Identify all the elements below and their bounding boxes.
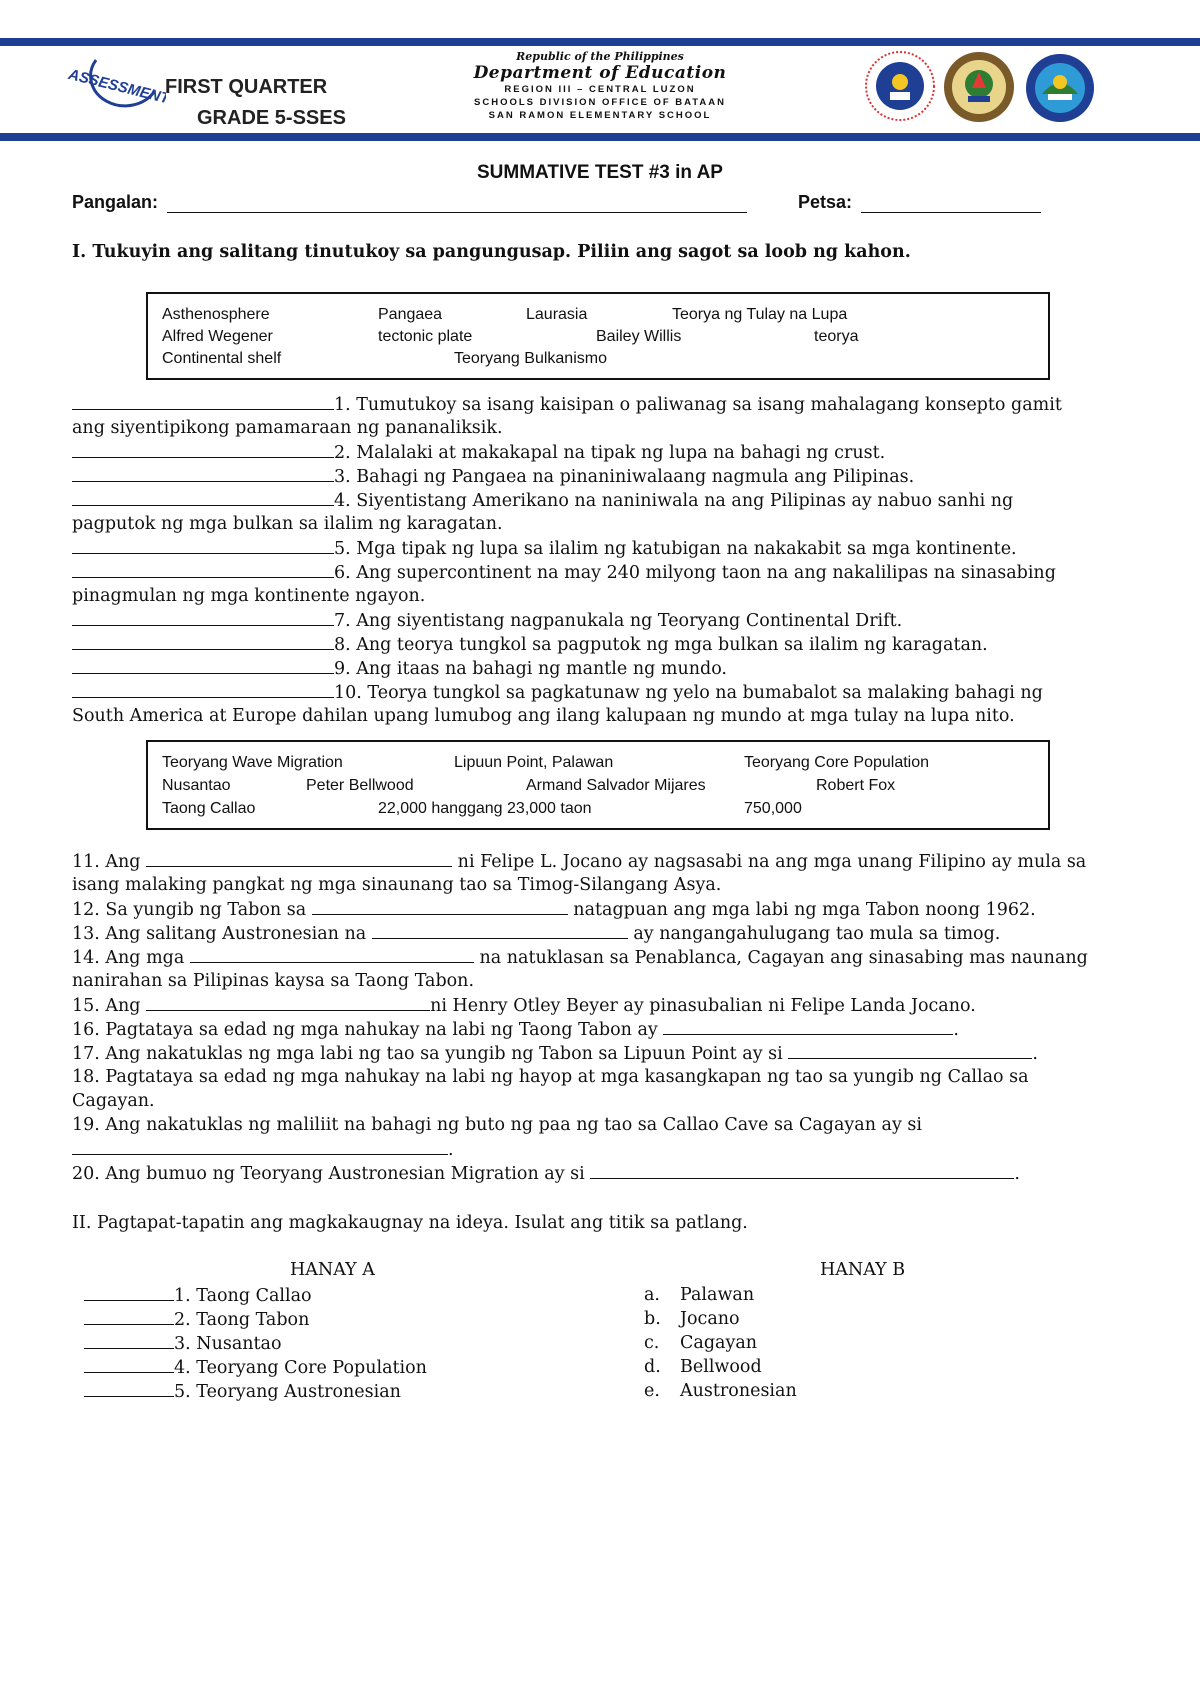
part1-instruction: I. Tukuyin ang salitang tinutukoy sa pangungusap. Piliin ang sagot sa loob ng kahon. bbox=[72, 242, 911, 262]
word-bank-item: teorya bbox=[814, 328, 859, 345]
division-seal-icon bbox=[942, 50, 1016, 124]
assessment-logo bbox=[66, 52, 166, 116]
column-a-item: 4. Teoryang Core Population bbox=[84, 1356, 427, 1380]
answer-blank[interactable] bbox=[72, 1138, 448, 1155]
question-9: 9. Ang itaas na bahagi ng mantle ng mundo. bbox=[72, 657, 727, 681]
word-bank-item: 22,000 hanggang 23,000 taon bbox=[378, 800, 592, 817]
word-bank-item: Bailey Willis bbox=[596, 328, 682, 345]
column-b-item: Austronesian bbox=[680, 1381, 797, 1401]
answer-blank[interactable] bbox=[72, 633, 334, 650]
answer-blank[interactable] bbox=[663, 1018, 953, 1035]
department-text: Department of Education bbox=[473, 63, 727, 83]
answer-blank[interactable] bbox=[72, 681, 334, 698]
column-a-item: 3. Nusantao bbox=[84, 1332, 282, 1356]
question-6-cont: pinagmulan ng mga kontinente ngayon. bbox=[72, 586, 426, 606]
column-b-letter: b. bbox=[644, 1309, 661, 1329]
column-b-title: HANAY B bbox=[820, 1260, 906, 1280]
question-20: 20. Ang bumuo ng Teoryang Austronesian Migration ay si . bbox=[72, 1164, 1020, 1184]
school-seal-icon bbox=[1024, 52, 1096, 124]
name-field bbox=[72, 192, 747, 213]
header-band-bottom bbox=[0, 133, 1200, 141]
republic-text: Republic of the Philippines bbox=[516, 50, 684, 63]
name-blank[interactable] bbox=[167, 194, 747, 213]
answer-blank[interactable] bbox=[72, 609, 334, 626]
answer-blank[interactable] bbox=[84, 1380, 174, 1397]
name-label: Pangalan: bbox=[72, 192, 159, 212]
question-8: 8. Ang teorya tungkol sa pagputok ng mga bulkan sa ilalim ng karagatan. bbox=[72, 633, 988, 657]
word-bank-box-1 bbox=[146, 292, 1050, 380]
quarter-label: FIRST QUARTER bbox=[165, 76, 328, 98]
column-a-title: HANAY A bbox=[290, 1260, 375, 1280]
division-text: SCHOOLS DIVISION OFFICE OF BATAAN bbox=[474, 97, 726, 108]
answer-blank[interactable] bbox=[788, 1042, 1032, 1059]
column-a-item: 5. Teoryang Austronesian bbox=[84, 1380, 401, 1404]
question-11-cont: isang malaking pangkat ng mga sinaunang tao sa Timog-Silangang Asya. bbox=[72, 875, 722, 895]
question-16: 16. Pagtataya sa edad ng mga nahukay na labi ng Taong Tabon ay . bbox=[72, 1020, 959, 1040]
question-1: 1. Tumutukoy sa isang kaisipan o paliwanag sa isang mahalagang konsepto gamit bbox=[72, 393, 1062, 417]
word-bank-item: Teorya ng Tulay na Lupa bbox=[672, 306, 848, 323]
answer-blank[interactable] bbox=[72, 657, 334, 674]
answer-blank[interactable] bbox=[312, 898, 568, 915]
column-a-item: 2. Taong Tabon bbox=[84, 1308, 309, 1332]
answer-blank[interactable] bbox=[372, 922, 628, 939]
question-2: 2. Malalaki at makakapal na tipak ng lupa na bahagi ng crust. bbox=[72, 441, 885, 465]
column-b-letter: c. bbox=[644, 1333, 660, 1353]
page-title: SUMMATIVE TEST #3 in AP bbox=[477, 162, 723, 183]
word-bank-item: Asthenosphere bbox=[162, 306, 270, 323]
header-band-top-thin bbox=[0, 44, 1200, 46]
answer-blank[interactable] bbox=[72, 489, 334, 506]
word-bank-item: Taong Callao bbox=[162, 800, 256, 817]
word-bank-item: Nusantao bbox=[162, 777, 231, 794]
word-bank-item: Pangaea bbox=[378, 306, 443, 323]
column-b-item: Palawan bbox=[680, 1285, 755, 1305]
word-bank-item: 750,000 bbox=[744, 800, 802, 817]
question-1-cont: ang siyentipikong pamamaraan ng pananaliksik. bbox=[72, 418, 503, 438]
column-b-letter: e. bbox=[644, 1381, 660, 1401]
answer-blank[interactable] bbox=[84, 1332, 174, 1349]
column-b-item: Bellwood bbox=[680, 1357, 762, 1377]
date-blank[interactable] bbox=[861, 194, 1041, 213]
column-b-item: Cagayan bbox=[680, 1333, 758, 1353]
question-11: 11. Ang ni Felipe L. Jocano ay nagsasabi na ang mga unang Filipino ay mula sa bbox=[72, 852, 1087, 872]
question-19: 19. Ang nakatuklas ng maliliit na bahagi ng buto ng paa ng tao sa Callao Cave sa Cagayan ay si bbox=[72, 1115, 923, 1135]
word-bank-item: tectonic plate bbox=[378, 328, 473, 345]
word-bank-item: Continental shelf bbox=[162, 350, 282, 367]
question-7: 7. Ang siyentistang nagpanukala ng Teoryang Continental Drift. bbox=[72, 609, 902, 633]
word-bank-item: Peter Bellwood bbox=[306, 777, 414, 794]
deped-header bbox=[440, 50, 760, 122]
question-5: 5. Mga tipak ng lupa sa ilalim ng katubigan na nakakabit sa mga kontinente. bbox=[72, 537, 1017, 561]
word-bank-item: Alfred Wegener bbox=[162, 328, 273, 345]
word-bank-item: Teoryang Wave Migration bbox=[162, 754, 343, 771]
answer-blank[interactable] bbox=[72, 465, 334, 482]
question-17: 17. Ang nakatuklas ng mga labi ng tao sa yungib ng Tabon sa Lipuun Point ay si . bbox=[72, 1044, 1038, 1064]
answer-blank[interactable] bbox=[84, 1356, 174, 1373]
word-bank-item: Lipuun Point, Palawan bbox=[454, 754, 614, 771]
question-18-cont: Cagayan. bbox=[72, 1091, 155, 1111]
question-18: 18. Pagtataya sa edad ng mga nahukay na labi ng hayop at mga kasangkapan ng tao sa yungib ng Callao sa bbox=[72, 1067, 1029, 1087]
question-12: 12. Sa yungib ng Tabon sa natagpuan ang mga labi ng mga Tabon noong 1962. bbox=[72, 900, 1036, 920]
answer-blank[interactable] bbox=[146, 994, 430, 1011]
answer-blank[interactable] bbox=[190, 946, 474, 963]
word-bank-item: Armand Salvador Mijares bbox=[526, 777, 706, 794]
answer-blank[interactable] bbox=[72, 441, 334, 458]
answer-blank[interactable] bbox=[72, 561, 334, 578]
school-text: SAN RAMON ELEMENTARY SCHOOL bbox=[488, 110, 712, 121]
svg-text:ASSESSMENT: ASSESSMENT bbox=[66, 66, 166, 108]
answer-blank[interactable] bbox=[84, 1308, 174, 1325]
date-label: Petsa: bbox=[798, 192, 853, 212]
word-bank-item: Laurasia bbox=[526, 306, 588, 323]
question-14: 14. Ang mga na natuklasan sa Penablanca, Cagayan ang sinasabing mas naunang bbox=[72, 948, 1088, 968]
answer-blank[interactable] bbox=[146, 850, 452, 867]
question-4-cont: pagputok ng mga bulkan sa ilalim ng karagatan. bbox=[72, 514, 503, 534]
answer-blank[interactable] bbox=[72, 537, 334, 554]
answer-blank[interactable] bbox=[590, 1162, 1014, 1179]
question-10: 10. Teorya tungkol sa pagkatunaw ng yelo na bumabalot sa malaking bahagi ng bbox=[72, 681, 1043, 705]
column-b-item: Jocano bbox=[680, 1309, 740, 1329]
part2-instruction: II. Pagtapat-tapatin ang magkakaugnay na ideya. Isulat ang titik sa patlang. bbox=[72, 1213, 748, 1233]
question-3: 3. Bahagi ng Pangaea na pinaniniwalaang nagmula ang Pilipinas. bbox=[72, 465, 914, 489]
date-field bbox=[798, 192, 1041, 213]
deped-seal-icon bbox=[864, 50, 936, 122]
question-6: 6. Ang supercontinent na may 240 milyong taon na ang nakalilipas na sinasabing bbox=[72, 561, 1056, 585]
grade-label: GRADE 5-SSES bbox=[197, 107, 346, 129]
word-bank-item: Robert Fox bbox=[816, 777, 896, 794]
column-a-item: 1. Taong Callao bbox=[84, 1284, 312, 1308]
question-13: 13. Ang salitang Austronesian na ay nangangahulugang tao mula sa timog. bbox=[72, 924, 1001, 944]
question-10-cont: South America at Europe dahilan upang lumubog ang ilang kalupaan ng mundo at mga tulay na lupa nito. bbox=[72, 706, 1015, 726]
question-15: 15. Ang ni Henry Otley Beyer ay pinasubalian ni Felipe Landa Jocano. bbox=[72, 996, 976, 1016]
word-bank-box-2 bbox=[146, 740, 1050, 830]
word-bank-item: Teoryang Bulkanismo bbox=[454, 350, 607, 367]
question-19-cont: . bbox=[72, 1138, 454, 1162]
word-bank-item: Teoryang Core Population bbox=[744, 754, 930, 771]
answer-blank[interactable] bbox=[72, 393, 334, 410]
region-text: REGION III – CENTRAL LUZON bbox=[504, 84, 696, 95]
column-b-letter: d. bbox=[644, 1357, 661, 1377]
column-b-letter: a. bbox=[644, 1285, 660, 1305]
answer-blank[interactable] bbox=[84, 1284, 174, 1301]
question-14-cont: nanirahan sa Pilipinas kaysa sa Taong Tabon. bbox=[72, 971, 475, 991]
question-4: 4. Siyentistang Amerikano na naniniwala na ang Pilipinas ay nabuo sanhi ng bbox=[72, 489, 1013, 513]
